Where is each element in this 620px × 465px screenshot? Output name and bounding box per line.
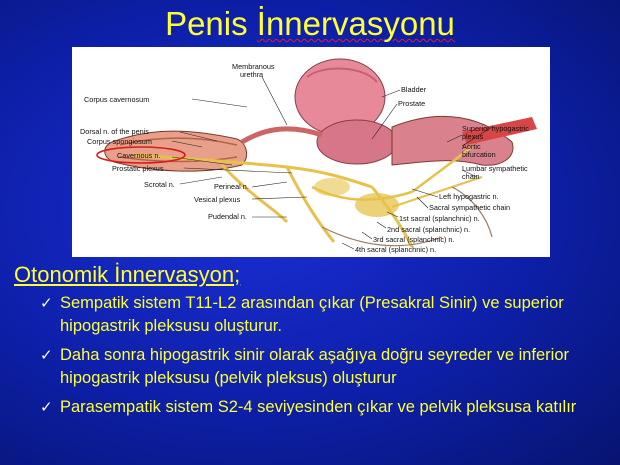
label-membranous-urethra-2: urethra (240, 70, 264, 79)
label-sacral-1: 1st sacral (splanchnic) n. (399, 214, 480, 223)
label-pudendal-n: Pudendal n. (208, 212, 247, 221)
title-word-penis: Penis (165, 5, 257, 42)
label-perineal-n: Perineal n. (214, 182, 249, 191)
bullet-text: Sempatik sistem T11-L2 arasından çıkar (Presakral Sinir) ve superior hipogastrik pleksusu oluşturur. (60, 294, 564, 335)
label-sacral-2: 2nd sacral (splanchnic) n. (387, 225, 471, 234)
slide-title (0, 4, 620, 44)
label-superior-hypogastric-2: plexus (462, 132, 484, 141)
label-prostatic-plexus: Prostatic plexus (112, 164, 164, 173)
section-subtitle: Otonomik İnnervasyon; (14, 262, 241, 287)
label-corpus-cavernosum: Corpus cavernosum (84, 95, 150, 104)
label-aortic-1: Aortic (462, 142, 481, 151)
label-sacral-4: 4th sacral (splanchnic) n. (355, 245, 437, 254)
bullet-list (40, 292, 610, 425)
label-vesical-plexus: Vesical plexus (194, 195, 241, 204)
label-scrotal-n: Scrotal n. (144, 180, 175, 189)
bullet-text: Daha sonra hipogastrik sinir olarak aşağıya doğru seyreder ve inferior hipogastrik pleksusu (pelvik pleksus) oluşturur (60, 346, 570, 387)
label-sacral-3: 3rd sacral (splanchnic) n. (373, 235, 455, 244)
anatomy-illustration (72, 47, 550, 257)
checkmark-icon: ✓ (40, 295, 53, 312)
label-cavernous-n: Cavernous n. (117, 151, 161, 160)
checkmark-icon: ✓ (40, 347, 53, 364)
label-lumbar-chain-1: Lumbar sympathetic (462, 164, 528, 173)
label-sacral-chain: Sacral sympathetic chain (429, 203, 511, 212)
bullet-item (40, 396, 610, 419)
title-word-innervasyonu: İnnervasyonu (256, 5, 455, 42)
label-superior-hypogastric-1: Superior hypogastric (462, 124, 529, 133)
label-left-hypogastric: Left hypogastric n. (439, 192, 499, 201)
label-corpus-spongiosum: Corpus spongiosum (87, 137, 152, 146)
label-prostate: Prostate (398, 99, 426, 108)
label-bladder: Bladder (401, 85, 427, 94)
label-lumbar-chain-2: chain (462, 172, 480, 181)
bullet-text: Parasempatik sistem S2-4 seviyesinden çıkar ve pelvik pleksusa katılır (60, 398, 577, 416)
anatomy-figure (72, 47, 550, 257)
label-membranous-urethra-1: Membranous (232, 62, 275, 71)
label-dorsal-n: Dorsal n. of the penis (80, 127, 149, 136)
checkmark-icon: ✓ (40, 399, 53, 416)
bullet-item (40, 344, 610, 390)
label-aortic-2: bifurcation (462, 150, 496, 159)
bullet-item (40, 292, 610, 338)
